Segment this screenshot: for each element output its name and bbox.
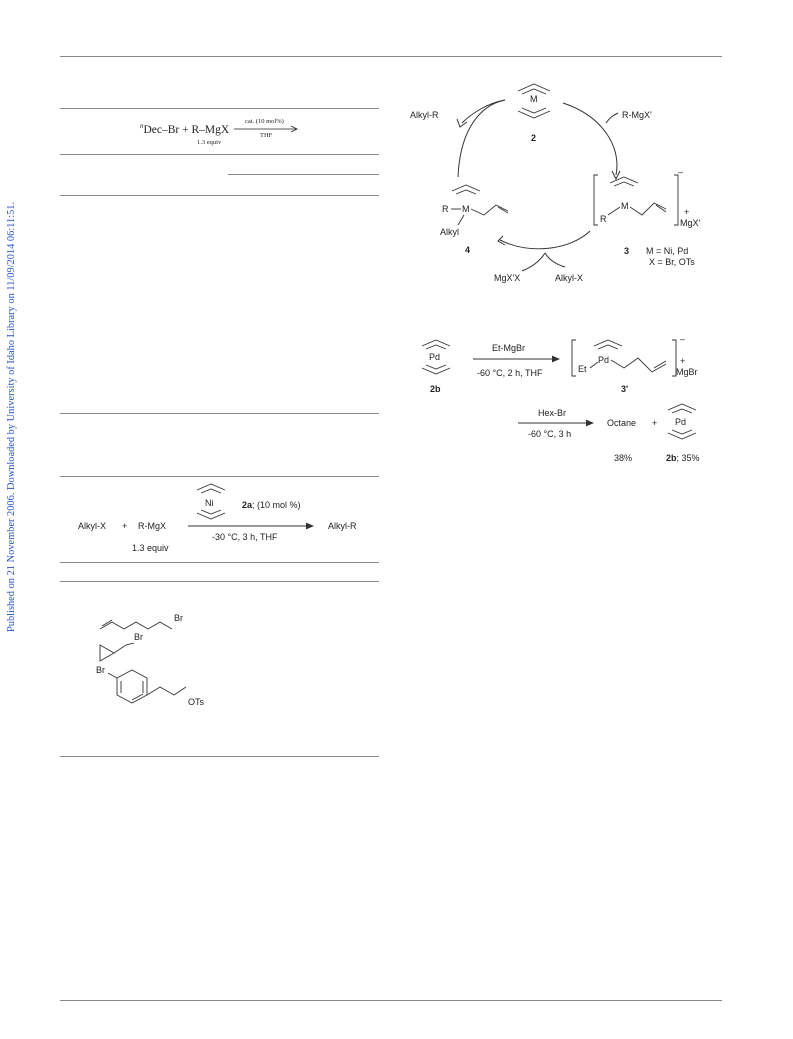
br-2: Br bbox=[134, 632, 143, 642]
ots: OTs bbox=[188, 697, 205, 707]
complex3-r: R bbox=[600, 214, 607, 224]
yield-octane: 38% bbox=[614, 453, 633, 463]
ni-product: Alkyl-R bbox=[328, 521, 357, 531]
arrow-top-label: cat. (10 mol%) bbox=[245, 118, 284, 125]
table-rule bbox=[60, 756, 379, 757]
reactants: Dec–Br + R–MgX bbox=[143, 123, 230, 136]
yield-2b bbox=[666, 453, 700, 463]
legend-line1: M = Ni, Pd bbox=[646, 246, 689, 256]
cycle-arc-top-right-branch bbox=[606, 113, 618, 123]
br-1: Br bbox=[174, 613, 183, 623]
table-rule bbox=[228, 174, 379, 175]
table-rule bbox=[60, 581, 379, 582]
ni-equiv: 1.3 equiv bbox=[132, 543, 169, 553]
conditions-1: -60 °C, 2 h, THF bbox=[477, 368, 543, 378]
product-plus: + bbox=[652, 418, 658, 428]
publication-note: Published on 21 November 2006. Downloaded by University of Idaho Library on 11/09/2014 06:11:51. bbox=[6, 201, 17, 632]
bottom-rule bbox=[60, 1000, 722, 1001]
product-octane: Octane bbox=[607, 418, 637, 428]
ni-cat-loading: ; (10 mol %) bbox=[252, 500, 301, 510]
complex-counter: MgBr bbox=[676, 367, 698, 377]
cycle-bottom-right: Alkyl-X bbox=[555, 273, 584, 283]
cycle-arc-bottom bbox=[500, 231, 590, 249]
ni-catalyst-2a bbox=[197, 484, 225, 519]
table-rule bbox=[60, 562, 379, 563]
complex3-minus: – bbox=[678, 167, 684, 177]
table-arrow bbox=[234, 124, 302, 134]
ni-cross-coupling-scheme bbox=[70, 480, 380, 560]
complex3-counter: MgX' bbox=[680, 218, 701, 228]
ni-cat-label: 2a bbox=[242, 500, 253, 510]
pd-complex-3prime bbox=[572, 334, 698, 394]
label-2: 2 bbox=[531, 133, 537, 143]
pd-complex-2b-product bbox=[668, 404, 696, 439]
top-rule bbox=[60, 56, 722, 57]
label-3: 3 bbox=[624, 246, 630, 256]
center-metal: M bbox=[530, 94, 538, 104]
substrate-bromophenethyl-tosylate bbox=[96, 665, 205, 707]
complex4-m: M bbox=[462, 204, 470, 214]
ni-conditions: -30 °C, 3 h, THF bbox=[212, 532, 278, 542]
complex3-plus: + bbox=[684, 207, 690, 217]
substrate-cyclopropylmethyl-bromide bbox=[100, 632, 143, 661]
charge-minus: – bbox=[680, 334, 686, 344]
cycle-arc-top-left bbox=[462, 100, 505, 123]
charge-plus: + bbox=[680, 356, 686, 366]
cycle-arc-bottom-right-branch bbox=[545, 253, 565, 267]
cycle-top-right: R-MgX' bbox=[622, 110, 652, 120]
cycle-catalyst-2 bbox=[518, 84, 550, 143]
pd-complex-2b bbox=[422, 340, 450, 394]
complex-pd: Pd bbox=[598, 355, 610, 365]
complex-4 bbox=[440, 185, 508, 255]
ni-alkylx: Alkyl-X bbox=[78, 521, 107, 531]
label-2b: 2b bbox=[430, 384, 441, 394]
pd-label-2: Pd bbox=[675, 417, 687, 427]
catalytic-cycle-scheme bbox=[410, 75, 710, 290]
label-4: 4 bbox=[465, 245, 471, 255]
arrow-bottom-label: THF bbox=[260, 132, 273, 139]
label-3prime: 3' bbox=[621, 384, 629, 394]
conditions-2: -60 °C, 3 h bbox=[528, 429, 572, 439]
complex4-alkyl: Alkyl bbox=[440, 227, 460, 237]
complex-et: Et bbox=[578, 364, 587, 374]
table-rule bbox=[60, 154, 379, 155]
reagent-etmgbr: Et-MgBr bbox=[492, 343, 526, 353]
ni-rmgx: R-MgX bbox=[138, 521, 167, 531]
table-rule bbox=[60, 195, 379, 196]
reactant-equiv: 1.3 equiv bbox=[197, 139, 222, 146]
cycle-arc-left bbox=[458, 100, 505, 177]
complex3-m: M bbox=[621, 201, 629, 211]
n-prefix: n bbox=[140, 122, 144, 130]
substrate-structures bbox=[90, 605, 290, 725]
reagent-hexbr: Hex-Br bbox=[538, 408, 567, 418]
cycle-top-left: Alkyl-R bbox=[410, 110, 439, 120]
complex-3 bbox=[594, 167, 701, 256]
legend-line2: X = Br, OTs bbox=[649, 257, 695, 267]
pd-stoichiometric-scheme bbox=[410, 332, 720, 472]
table-rule bbox=[60, 476, 379, 477]
br-3: Br bbox=[96, 665, 105, 675]
pd-label: Pd bbox=[429, 352, 441, 362]
substrate-bromohexene bbox=[100, 613, 183, 629]
cycle-arc-right bbox=[563, 103, 617, 175]
table-rule bbox=[60, 413, 379, 414]
ni-cat bbox=[242, 500, 301, 510]
ni-label: Ni bbox=[205, 498, 214, 508]
cycle-arc-bottom-left-branch bbox=[522, 253, 545, 271]
table-reaction bbox=[140, 122, 229, 136]
yield-2b-label: 2b bbox=[666, 453, 677, 463]
yield-2b-value: ; 35% bbox=[676, 453, 700, 463]
table-rule bbox=[60, 108, 379, 109]
complex4-r: R bbox=[442, 204, 449, 214]
cycle-bottom-left: MgX'X bbox=[494, 273, 521, 283]
ni-plus: + bbox=[122, 521, 128, 531]
